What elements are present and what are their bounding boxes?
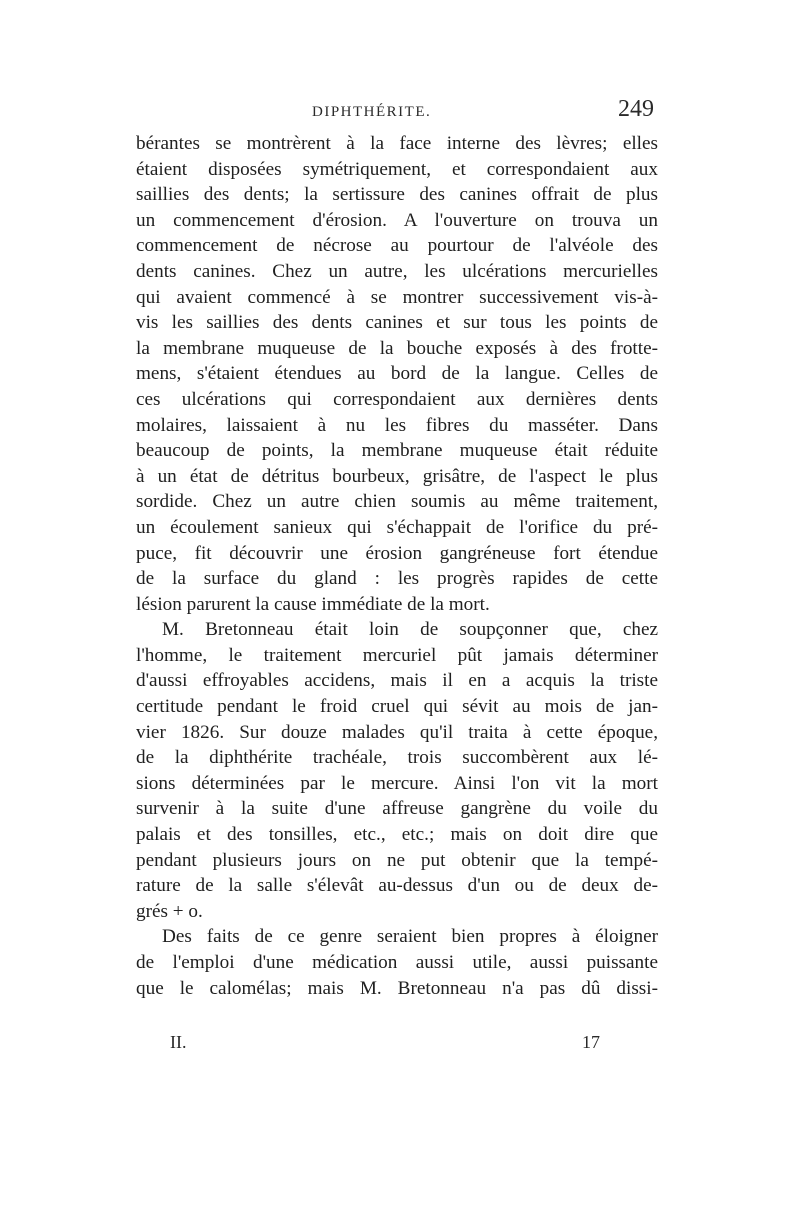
signature-number: 17 [582,1032,600,1052]
text-line: ces ulcérations qui correspondaient aux dernières dents [136,388,658,410]
text-line: puce, fit découvrir une érosion gangréneuse fort étendue [136,542,658,564]
text-line: saillies des dents; la sertissure des canines offrait de plus [136,184,658,206]
text-line: molaires, laissaient à nu les fibres du masséter. Dans [136,414,658,436]
text-line: l'homme, le traitement mercuriel pût jamais déterminer [136,644,658,666]
text-line: d'aussi effroyables accidens, mais il en a acquis la triste [136,670,658,692]
text-line: que le calomélas; mais M. Bretonneau n'a pas dû dissi- [136,977,658,999]
text-line: étaient disposées symétriquement, et correspondaient aux [136,158,658,180]
running-title: DIPHTHÉRITE. [312,104,432,120]
running-head [136,98,658,128]
text-line: la membrane muqueuse de la bouche exposés à des frotte- [136,337,658,359]
text-line: vier 1826. Sur douze malades qu'il traita à cette époque, [136,721,658,743]
page-footer [160,1032,600,1058]
signature-volume: II. [170,1032,187,1052]
text-line: un commencement d'érosion. A l'ouverture on trouva un [136,209,658,231]
text-line: palais et des tonsilles, etc., etc.; mais on doit dire que [136,824,658,846]
text-line: sordide. Chez un autre chien soumis au même traitement, [136,491,658,513]
text-line-paragraph-end: grés + o. [136,900,203,922]
text-line: commencement de nécrose au pourtour de l'alvéole des [136,235,658,257]
text-line: dents canines. Chez un autre, les ulcérations mercurielles [136,260,658,282]
text-line: pendant plusieurs jours on ne put obtenir que la tempé- [136,849,658,871]
text-line: mens, s'étaient étendues au bord de la langue. Celles de [136,363,658,385]
text-line: rature de la salle s'élevât au-dessus d'un ou de deux de- [136,875,658,897]
text-line: de la diphthérite trachéale, trois succombèrent aux lé- [136,747,658,769]
text-line-paragraph-start: Des faits de ce genre seraient bien propres à éloigner [162,926,658,948]
text-line: un écoulement sanieux qui s'échappait de l'orifice du pré- [136,516,658,538]
text-line: sions déterminées par le mercure. Ainsi l'on vit la mort [136,772,658,794]
text-line: de l'emploi d'une médication aussi utile, aussi puissante [136,952,658,973]
text-line: à un état de détritus bourbeux, grisâtre, de l'aspect le plus [136,465,658,487]
text-line: de la surface du gland : les progrès rapides de cette [136,568,658,590]
text-line: qui avaient commencé à se montrer successivement vis-à- [136,286,658,308]
text-line: certitude pendant le froid cruel qui sévit au mois de jan- [136,696,658,718]
text-line-paragraph-start: M. Bretonneau était loin de soupçonner que, chez [162,619,658,641]
page-number: 249 [618,96,654,122]
text-line: bérantes se montrèrent à la face interne des lèvres; elles [136,133,658,154]
text-line: beaucoup de points, la membrane muqueuse était réduite [136,440,658,462]
text-line: vis les saillies des dents canines et sur tous les points de [136,312,658,334]
text-line-paragraph-end: lésion parurent la cause immédiate de la mort. [136,593,490,615]
body-text [136,131,658,1001]
text-line: survenir à la suite d'une affreuse gangrène du voile du [136,798,658,820]
